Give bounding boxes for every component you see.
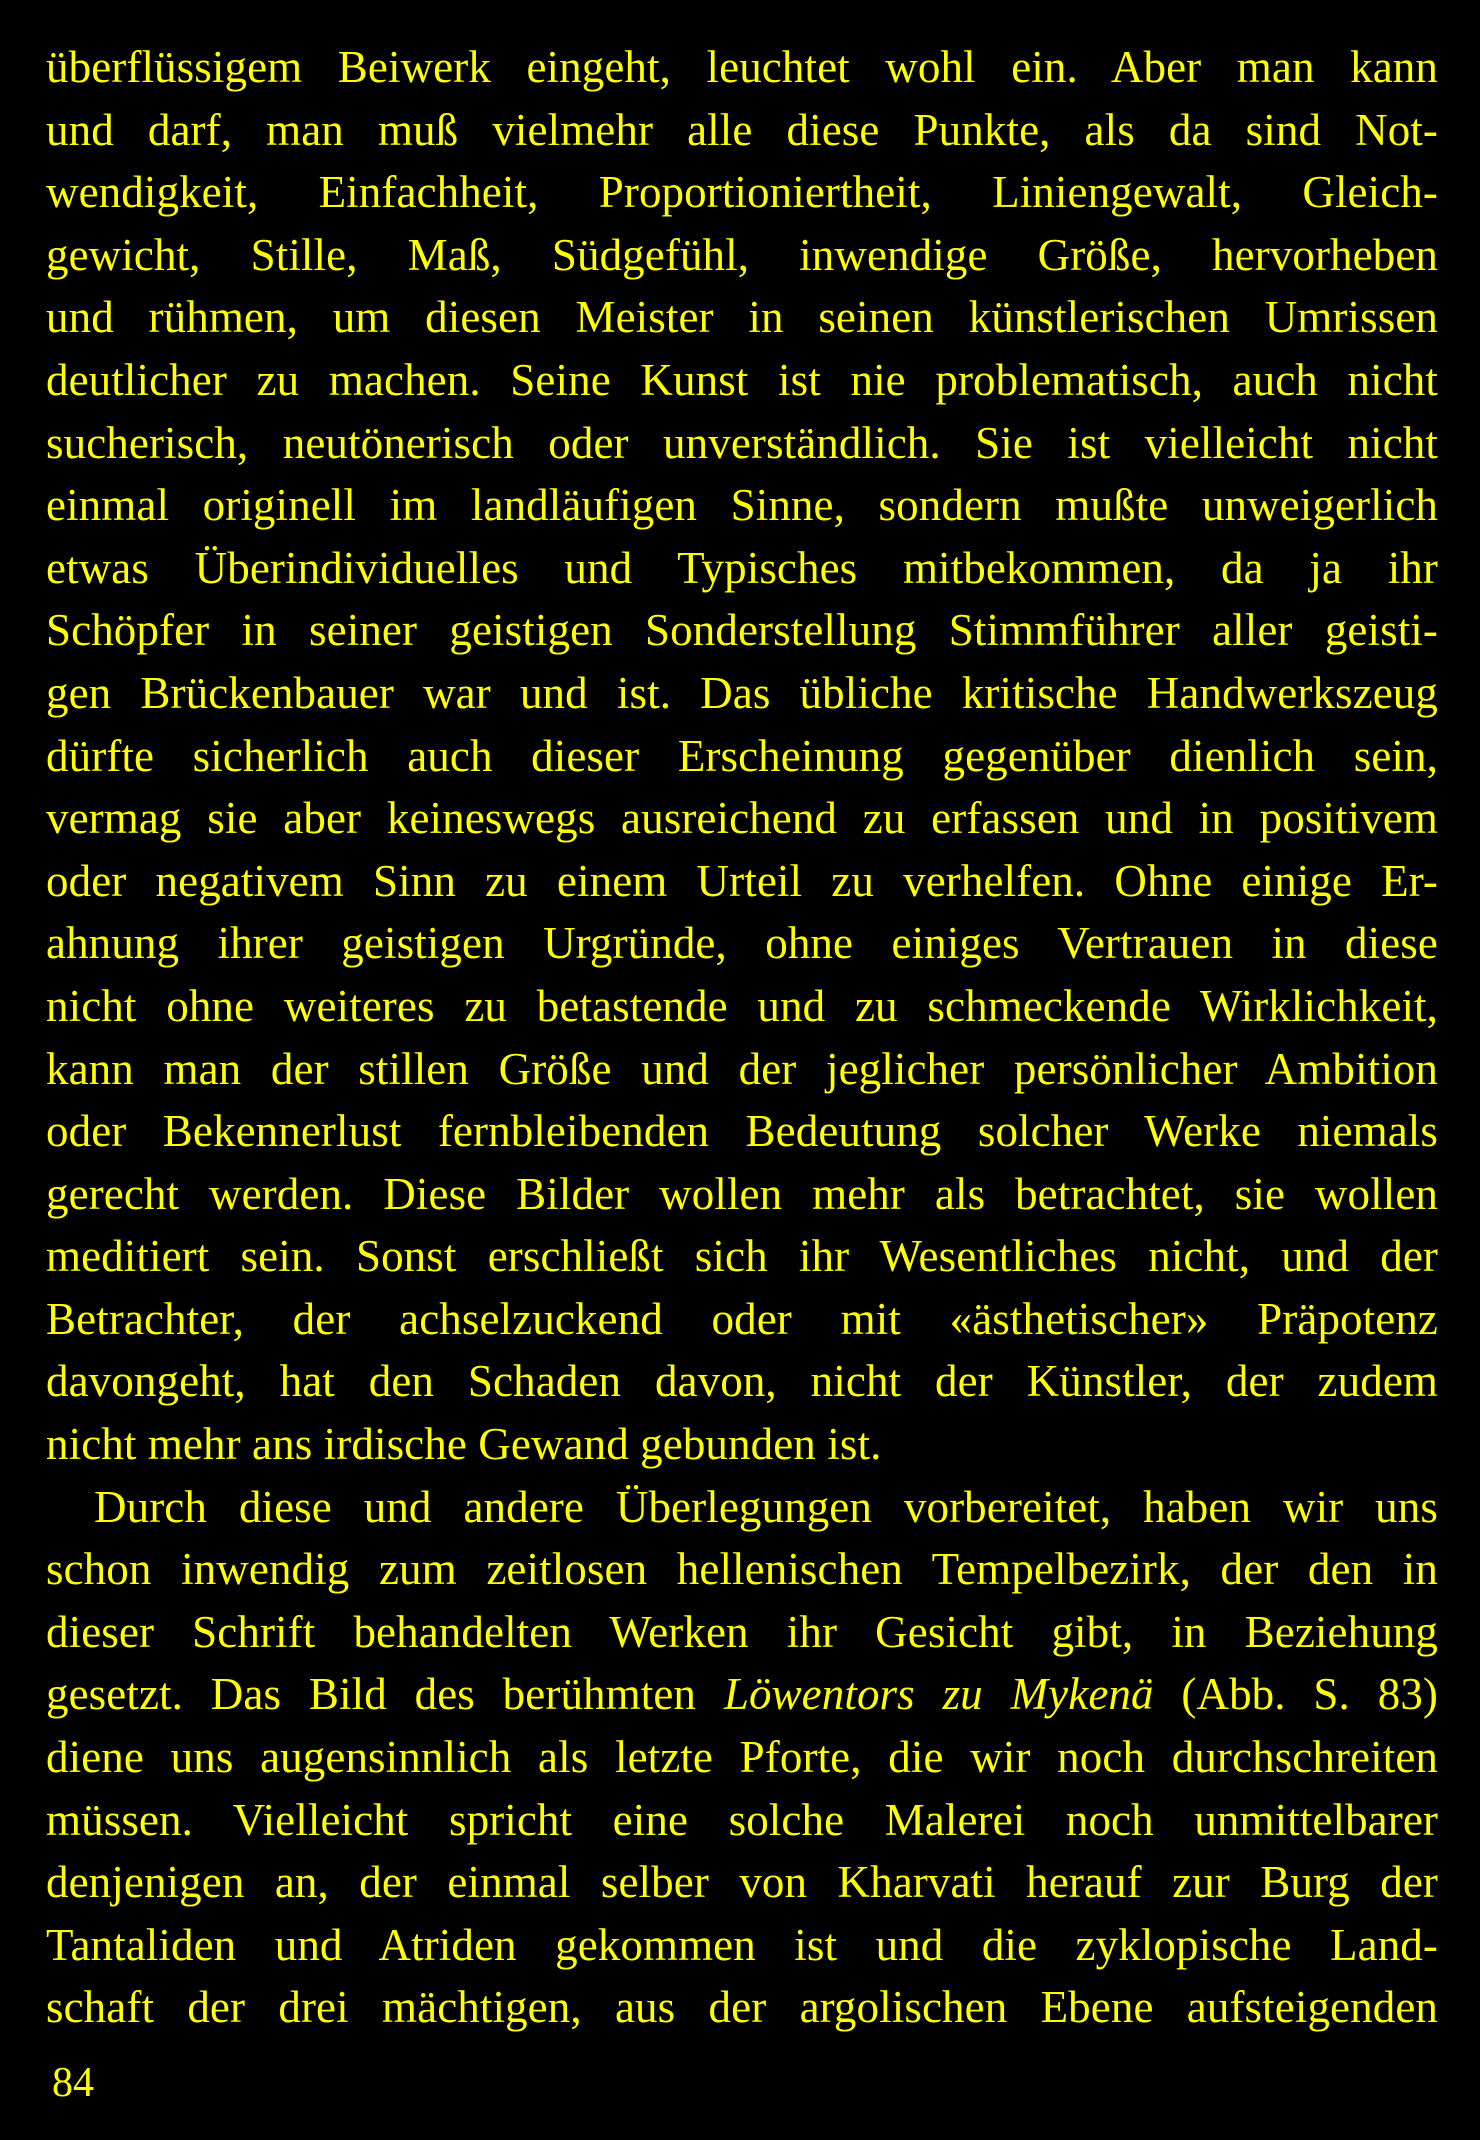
text-line: nicht mehr ans irdische Gewand gebunden ist. [46, 1419, 882, 1470]
text-line-with-title [46, 1663, 1438, 1726]
text-line: und darf, man muß vielmehr alle diese Punkte, als da sind Not- [46, 104, 1438, 155]
text-line: gerecht werden. Diese Bilder wollen mehr als betrachtet, sie wollen [46, 1168, 1438, 1219]
text-fragment: gesetzt. Das Bild des berühmten [46, 1669, 724, 1720]
text-line: überflüssigem Beiwerk eingeht, leuchtet wohl ein. Aber man kann [46, 42, 1438, 92]
text-line: vermag sie aber keineswegs ausreichend zu erfassen und in positivem [46, 793, 1438, 844]
paragraph-2 [46, 1476, 1438, 2039]
text-line: dieser Schrift behandelten Werken ihr Gesicht gibt, in Beziehung [46, 1606, 1438, 1657]
text-line: etwas Überindividuelles und Typisches mitbekommen, da ja ihr [46, 542, 1438, 593]
text-line: schon inwendig zum zeitlosen hellenischen Tempelbezirk, der den in [46, 1544, 1438, 1595]
text-line: davongeht, hat den Schaden davon, nicht der Künstler, der zudem [46, 1356, 1438, 1407]
artwork-title: Löwentors zu Mykenä [723, 1669, 1154, 1720]
figure-reference: (Abb. S. 83) [1153, 1669, 1438, 1720]
text-line: nicht ohne weiteres zu betastende und zu schmeckende Wirklichkeit, [46, 980, 1438, 1031]
text-line: meditiert sein. Sonst erschließt sich ihr Wesentliches nicht, und der [46, 1231, 1438, 1282]
text-line: denjenigen an, der einmal selber von Kharvati herauf zur Burg der [46, 1857, 1438, 1908]
text-line: gewicht, Stille, Maß, Südgefühl, inwendige Größe, hervorheben [46, 229, 1438, 280]
text-line: oder negativem Sinn zu einem Urteil zu verhelfen. Ohne einige Er- [46, 855, 1438, 906]
text-line: diene uns augensinnlich als letzte Pforte, die wir noch durchschreiten [46, 1732, 1438, 1783]
text-line: und rühmen, um diesen Meister in seinen künstlerischen Umrissen [46, 292, 1438, 343]
text-line: Betrachter, der achselzuckend oder mit «ästhetischer» Präpotenz [46, 1293, 1438, 1344]
text-line: Durch diese und andere Überlegungen vorbereitet, haben wir uns [94, 1481, 1438, 1532]
text-line: dürfte sicherlich auch dieser Erscheinung gegenüber dienlich sein, [46, 730, 1438, 781]
page-body [46, 36, 1438, 2039]
text-line: müssen. Vielleicht spricht eine solche Malerei noch unmittelbarer [46, 1794, 1438, 1845]
text-line: schaft der drei mächtigen, aus der argolischen Ebene aufsteigenden [46, 1982, 1438, 2033]
text-line: deutlicher zu machen. Seine Kunst ist nie problematisch, auch nicht [46, 354, 1438, 405]
text-line: gen Brückenbauer war und ist. Das übliche kritische Handwerkszeug [46, 667, 1438, 718]
text-line: Tantaliden und Atriden gekommen ist und die zyklopische Land- [46, 1919, 1438, 1970]
text-line: Schöpfer in seiner geistigen Sonderstellung Stimmführer aller geisti- [46, 605, 1438, 656]
text-line: sucherisch, neutönerisch oder unverständlich. Sie ist vielleicht nicht [46, 417, 1438, 468]
text-line: wendigkeit, Einfachheit, Proportioniertheit, Liniengewalt, Gleich- [46, 167, 1438, 218]
text-line: oder Bekennerlust fernbleibenden Bedeutung solcher Werke niemals [46, 1106, 1438, 1157]
paragraph-1 [46, 36, 1438, 1476]
text-line: ahnung ihrer geistigen Urgründe, ohne einiges Vertrauen in diese [46, 918, 1438, 969]
text-line: einmal originell im landläufigen Sinne, sondern mußte unweigerlich [46, 480, 1438, 531]
text-line: kann man der stillen Größe und der jeglicher persönlicher Ambition [46, 1043, 1438, 1094]
page-number: 84 [52, 2060, 94, 2106]
